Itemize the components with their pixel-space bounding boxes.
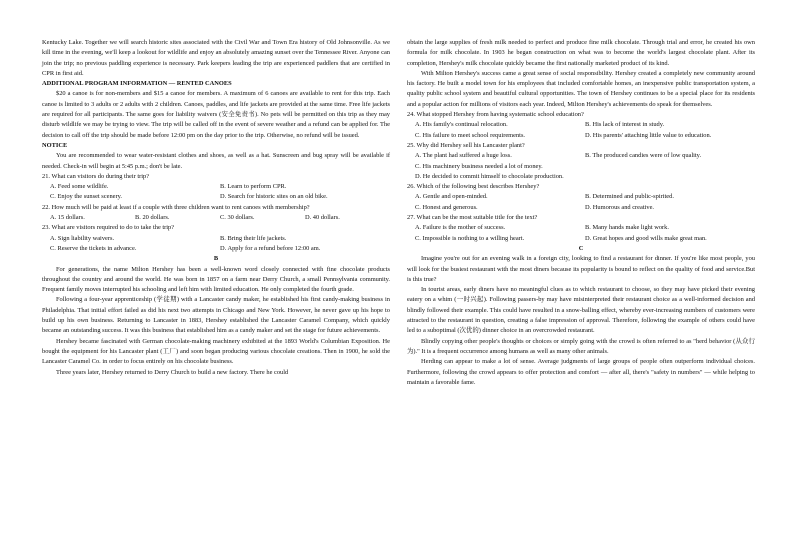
q22-option-a: A. 15 dollars. — [50, 214, 85, 222]
q23-option-a: A. Sign liability waivers. — [50, 234, 115, 242]
q27-option-b: B. Many hands make light work. — [585, 224, 669, 232]
additional-info-paragraph: $20 a canoe is for non-members and $15 a canoe for members. A maximum of 6 canoes are available to rent for this trip. Each canoe is limited to 3 adults or 2 adults with 2 children. Canoes, paddles, and life jackets are provided at the same time. Free life jackets are required for all participants. The same goes for liability waivers (安全免责书). No pets will be permitted on this trip as they may disturb wildlife we may be trying to view. The trip will be called off in the event of severe weather and a refund can be applied for. The decision to call off the trip should be made before 12:00 pm on the day prior to the trip. Otherwise, no refund will be issued. — [42, 90, 390, 139]
q21-options-row1 — [42, 182, 390, 192]
q25-option-b: B. The produced candies were of low quality. — [585, 152, 702, 160]
q24-options-row2 — [407, 131, 755, 141]
q22-option-c: C. 30 dollars. — [220, 214, 255, 222]
q25-option-c-row — [407, 162, 755, 172]
q27-options-row1 — [407, 223, 755, 233]
q21-option-a: A. Feed some wildlife. — [50, 183, 109, 191]
passage-b-paragraph-4-continued: obtain the large supplies of fresh milk needed to perfect and produce fine milk chocolate. Through trial and error, he created his own formula for milk chocolate. In 1903 he began construction on what was to become the world's largest chocolate plant. After its completion, Hershey's milk chocolate quickly became the first nationally marketed product of its kind. — [407, 39, 755, 67]
q25-option-d-row — [407, 172, 755, 182]
q21-option-b: B. Learn to perform CPR. — [220, 183, 287, 191]
q26-option-d: D. Humorous and creative. — [585, 203, 655, 211]
q23-option-c: C. Reserve the tickets in advance. — [50, 244, 137, 252]
section-c-heading: C — [578, 244, 584, 252]
q26-options-row1 — [407, 192, 755, 202]
question-26: 26. Which of the following best describes Hershey? — [407, 183, 540, 191]
q24-options-row1 — [407, 120, 755, 130]
q27-option-a: A. Failure is the mother of success. — [415, 224, 506, 232]
q25-options-row1 — [407, 151, 755, 161]
q26-option-b: B. Determined and public-spirited. — [585, 193, 674, 201]
q25-option-a: A. The plant had suffered a huge loss. — [415, 152, 512, 160]
passage-c-paragraph-1: Imagine you're out for an evening walk in a foreign city, looking to find a restaurant for dinner. If you're like most people, you will look for the busiest restaurant with the most diners because its popularity is bound to reflect on the quality of food and service.But is this true? — [407, 255, 755, 283]
notice-heading: NOTICE — [42, 141, 68, 149]
passage-b-paragraph-1: For generations, the name Milton Hershey has been a well-known word closely connected with fine chocolate products throughout the country and around the world. He was born in 1857 on a farm near Derry Church, a small Pennsylvania community. Frequent family moves interrupted his schooling and left him with limited education. He only completed the fourth grade. — [42, 265, 390, 294]
question-24: 24. What stopped Hershey from having systematic school education? — [407, 111, 584, 119]
question-25: 25. Why did Hershey sell his Lancaster plant? — [407, 141, 525, 149]
q23-option-d: D. Apply for a refund before 12:00 am. — [220, 244, 321, 252]
q27-option-c: C. Impossible is nothing to a willing heart. — [415, 234, 525, 242]
passage-c-paragraph-3: Blindly copying other people's thoughts or choices or simply going with the crowd is often referred to as "herd behavior (从众行为)." It is a frequent occurrence among humans as well as many other animals. — [407, 337, 755, 355]
q24-option-d: D. His parents' attaching little value to education. — [585, 131, 712, 139]
passage-b-paragraph-2: Following a four-year apprenticeship (学徒期) with a Lancaster candy maker, he established his first candy-making business in Philadelphia. That initial effort failed as did his next two attempts in Chicago and New York. However, he never gave up his hope to build up his own business. Returning to Lancaster in 1883, Hershey established the Lancaster Caramel Company, which quickly became an outstanding success. It was this business that established him as a candy maker and set the stage for future achievements. — [42, 296, 390, 335]
passage-b-paragraph-3: Hershey became fascinated with German chocolate-making machinery exhibited at the 1893 World's Columbian Exposition. He bought the equipment for his Lancaster plant (工厂) and soon began producing various chocolate creations. Then in 1900, he sold the Lancaster Caramel Co. in order to focus entirely on his chocolate business. — [42, 337, 390, 366]
q26-option-a: A. Gentle and open-minded. — [415, 193, 488, 201]
q24-option-b: B. His lack of interest in study. — [585, 121, 665, 129]
question-21: 21. What can visitors do during their trip? — [42, 172, 150, 180]
passage-b-paragraph-5: With Milton Hershey's success came a great sense of social responsibility. Hershey created a completely new community around his factory. He built a model town for his employees that included comfortable homes, an inexpensive public transportation system, a quality public school system and beautiful cultural opportunities. The town of Hershey continues to be a special place for its residents and a popular action for millions of visitors each year. Indeed, Milton Hershey's achievements do speak for themselves. — [407, 69, 755, 108]
q27-option-d: D. Great hopes and good wills make great man. — [585, 234, 707, 242]
q23-options-row2 — [42, 244, 390, 254]
q21-option-c: C. Enjoy the sunset scenery. — [50, 193, 122, 201]
passage-c-paragraph-4: Herding can appear to make a lot of sense. Average judgments of large groups of people often outperform individual choices. Furthermore, following the crowd appears to offer protection and comfort — after all, there's "safety in numbers" — while helping to maintain a favorable fame. — [407, 358, 755, 386]
section-b-heading: B — [213, 255, 219, 263]
right-column — [407, 38, 755, 388]
question-22: 22. How much will be paid at least if a couple with three children want to rent canoes with membership? — [42, 203, 310, 211]
q21-option-d: D. Search for historic sites on an old bike. — [220, 193, 328, 201]
passage-b-paragraph-4: Three years later, Hershey returned to Derry Church to build a new factory. There he could — [56, 368, 289, 376]
passage-a-ending: Kentucky Lake. Together we will search historic sites associated with the Civil War and Town Era history of Old Johnsonville. As we kill time in the evening, we'll keep a lookout for wildlife and enjoy an absolutely amazing sunset over the Tennessee River. Anyone can join the trip; no previous paddling experience is necessary. Park keepers leading the trip are experienced paddlers that are certified in CPR in first aid. — [42, 39, 390, 77]
question-23: 23. What are visitors required to do to take the trip? — [42, 224, 175, 232]
q23-options-row1 — [42, 234, 390, 244]
q24-option-a: A. His family's continual relocation. — [415, 121, 508, 129]
additional-info-heading: ADDITIONAL PROGRAM INFORMATION — RENTED CANOES — [42, 80, 232, 88]
q26-options-row2 — [407, 203, 755, 213]
q24-option-c: C. His failure to meet school requirements. — [415, 131, 526, 139]
q26-option-c: C. Honest and generous. — [415, 203, 478, 211]
passage-c-paragraph-2: In tourist areas, early diners have no meaningful clues as to which restaurant to choose, so they may have picked their evening eatery on a whim (一时兴起). Following passers-by may have misinterpreted their restaurant choice as a well-informed decision and blindly followed their example. This could have resulted in a snow-balling effect, whereby ever-increasing numbers of customers were attracted to the restaurant in question, creating a false impression of approval. Therefore, following the example of others could have led to a suboptimal (次优的) dinner choice in an overcrowded restaurant. — [407, 286, 755, 335]
q23-option-b: B. Bring their life jackets. — [220, 234, 287, 242]
q25-option-d: D. He decided to commit himself to chocolate production. — [415, 172, 564, 180]
q27-options-row2 — [407, 234, 755, 244]
q22-options-row — [42, 213, 390, 223]
question-27: 27. What can be the most suitable title for the text? — [407, 214, 538, 222]
left-column — [42, 38, 390, 378]
q25-option-c: C. His machinery business needed a lot of money. — [415, 162, 543, 170]
notice-paragraph: You are recommended to wear water-resistant clothes and shoes, as well as a hat. Sunscreen and bug spray will be available if needed. Check-in will begin at 5:45 p.m.; don't be late. — [42, 152, 390, 170]
q22-option-d: D. 40 dollars. — [305, 214, 340, 222]
q22-option-b: B. 20 dollars. — [135, 214, 170, 222]
q21-options-row2 — [42, 192, 390, 202]
